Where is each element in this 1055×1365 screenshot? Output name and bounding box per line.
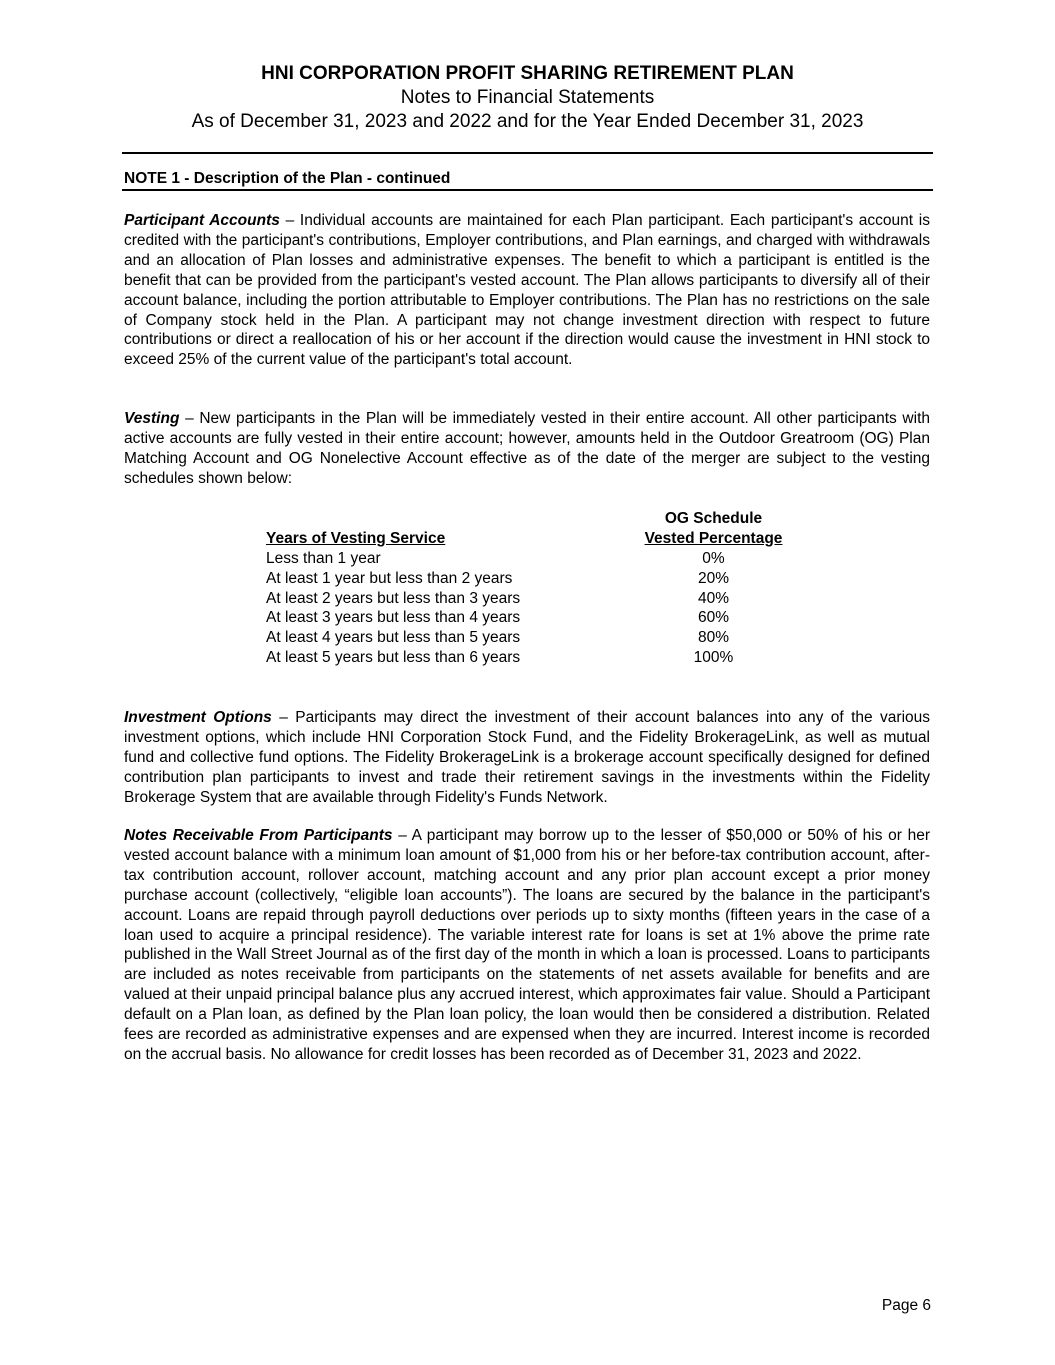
service-cell: At least 2 years but less than 3 years bbox=[266, 589, 521, 607]
percentage-cell: 80% bbox=[697, 629, 730, 647]
document-subtitle: Notes to Financial Statements bbox=[400, 87, 655, 108]
notes-receivable-term: Notes Receivable From Participants bbox=[124, 827, 393, 844]
service-cell: At least 5 years but less than 6 years bbox=[266, 649, 521, 667]
plan-title: HNI CORPORATION PROFIT SHARING RETIREMENT PLAN bbox=[261, 63, 794, 84]
vesting-term: Vesting bbox=[124, 410, 180, 427]
og-schedule-header: OG Schedule bbox=[664, 510, 763, 527]
percentage-cell: 60% bbox=[697, 609, 730, 627]
reporting-period: As of December 31, 2023 and 2022 and for the Year Ended December 31, 2023 bbox=[191, 111, 864, 132]
header-divider bbox=[122, 152, 933, 154]
service-cell: Less than 1 year bbox=[266, 549, 381, 567]
page-number: Page 6 bbox=[881, 1297, 931, 1314]
investment-options-text: – Participants may direct the investment of their account balances into any of the various investment options, which include HNI Corporation Stock Fund, and the Fidelity BrokerageLink, as well as mutual fund and collective fund options. The Fidelity BrokerageLink is a brokerage account specifically designed for defined contribution plan participants to invest and trade their retirement savings in the investments within the Fidelity Brokerage System that are available through Fidelity's Funds Network. bbox=[124, 709, 931, 806]
notes-receivable-paragraph bbox=[124, 826, 930, 1065]
participant-accounts-text: – Individual accounts are maintained for each Plan participant. Each participant's account is credited with the participant's contributions, Employer contributions, and Plan earnings, and charged with withdrawals and an allocation of Plan losses and administrative expenses. The benefit to which a participant is entitled is the benefit that can be provided from the participant's vested account. The Plan allows participants to diversify all of their account balance, including the portion attributable to Employer contributions. The Plan has no restrictions on the sale of Company stock held in the Plan. A participant may not change investment direction with respect to future contributions or direct a reallocation of his or her account if the direction would cause the investment in HNI stock to exceed 25% of the current value of the participant's total account. bbox=[124, 212, 930, 369]
document-header bbox=[0, 62, 1055, 134]
service-cell: At least 4 years but less than 5 years bbox=[266, 629, 521, 647]
note-heading-underline bbox=[122, 189, 933, 191]
note-heading: NOTE 1 - Description of the Plan - continued bbox=[124, 170, 451, 187]
vesting-paragraph bbox=[124, 409, 930, 489]
percentage-cell: 40% bbox=[697, 589, 730, 607]
participant-accounts-paragraph bbox=[124, 211, 930, 370]
vesting-text: – New participants in the Plan will be immediately vested in their entire account. All other participants with active accounts are fully vested in their entire account; however, amounts held in the Outdoor Greatroom (OG) Plan Matching Account and OG Nonelective Account effective as of the date of the merger are subject to the vesting schedules shown below: bbox=[124, 410, 930, 487]
percentage-cell: 20% bbox=[697, 569, 730, 587]
vested-percentage-header: Vested Percentage bbox=[644, 529, 783, 547]
percentage-cell: 0% bbox=[702, 549, 725, 567]
notes-receivable-text: – A participant may borrow up to the lesser of $50,000 or 50% of his or her vested account balance with a minimum loan amount of $1,000 from his or her before-tax contribution account, after-tax contribution account, rollover account, matching account and any prior plan account except a prior money purchase account (collectively, “eligible loan accounts”). The loans are secured by the balance in the participant's account. Loans are repaid through payroll deductions over periods up to sixty months (fifteen years in the case of a loan used to acquire a principal residence). The variable interest rate for loans is set at 1% above the prime rate published in the Wall Street Journal as of the first day of the month in which a loan is processed. Loans to participants are included as notes receivable from participants on the statements of net assets available for benefits and are valued at their unpaid principal balance plus any accrued interest, which approximates fair value. Should a Participant default on a Plan loan, as defined by the Plan loan policy, the loan would then be considered a distribution. Related fees are recorded as administrative expenses and are expensed when they are incurred. Interest income is recorded on the accrual basis. No allowance for credit losses has been recorded as of December 31, 2023 and 2022. bbox=[124, 827, 930, 1063]
years-of-service-header: Years of Vesting Service bbox=[266, 529, 446, 547]
participant-accounts-term: Participant Accounts bbox=[124, 212, 280, 229]
service-cell: At least 3 years but less than 4 years bbox=[266, 609, 521, 627]
investment-options-term: Investment Options bbox=[124, 709, 272, 726]
service-cell: At least 1 year but less than 2 years bbox=[266, 569, 513, 587]
percentage-cell: 100% bbox=[693, 649, 734, 667]
investment-options-paragraph bbox=[124, 708, 930, 808]
